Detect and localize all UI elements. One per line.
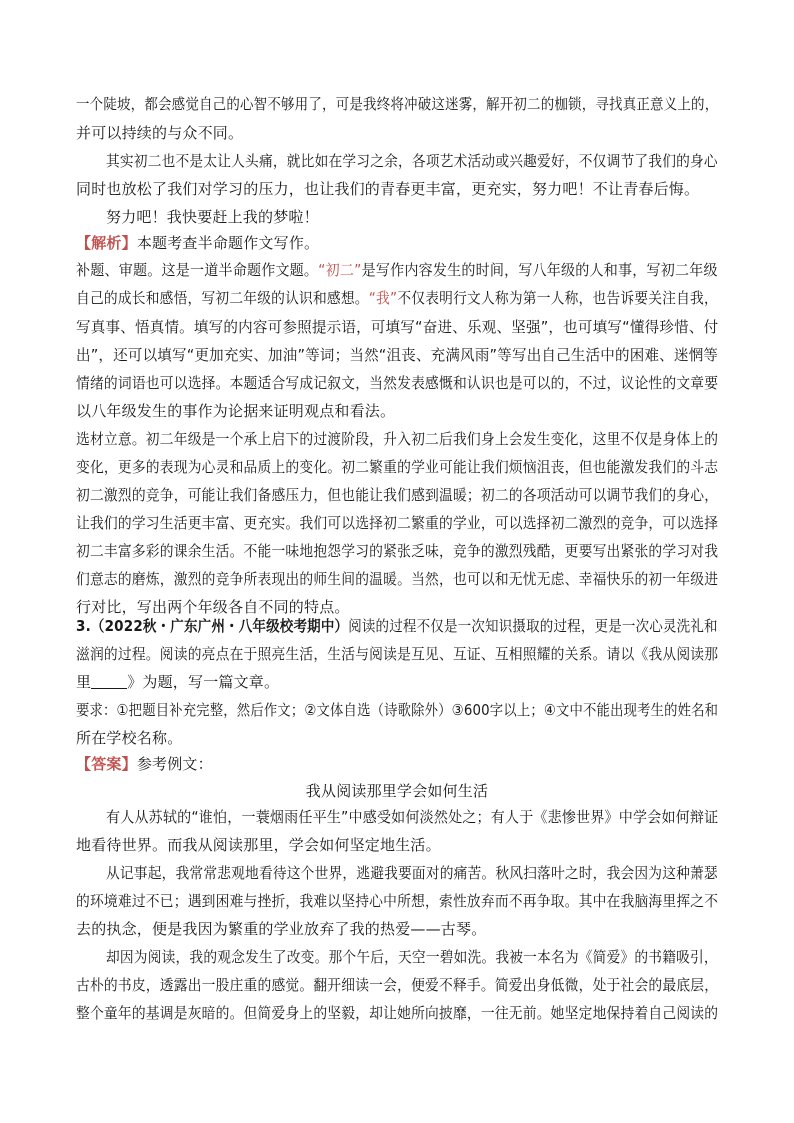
essay2-line-5: 去的执念，便是我因为繁重的学业放弃了我的热爱——古琴。: [76, 920, 487, 938]
analysis-p2-line-3: 初二激烈的竞争，可能让我们备感压力，但也能让我们感到温暖；初二的各项活动可以调节我们的身心，: [76, 486, 719, 504]
essay2-line-7: 古朴的书皮，透露出一股庄重的感觉。翻开细读一会，便爱不释手。简爱出身低微，处于社会的最底层，: [76, 976, 719, 994]
highlight-term: “初二”: [318, 261, 362, 279]
text-segment: 补题、审题。这是一道半命题作文题。: [76, 261, 319, 279]
highlight-term: “我”: [368, 289, 398, 307]
analysis-p2-line-6: 们意志的磨炼，激烈的竞争所表现出的师生间的温暖。当然，也可以和无忧无虑、幸福快乐的初一年级进: [76, 570, 719, 588]
question-source: （2022秋・广东广州・八年级校考期中）: [90, 617, 349, 635]
essay1-line-1: 一个陡坡，都会感觉自己的心智不够用了，可是我终将冲破这迷雾，解开初二的枷锁，寻找真正意义上的，: [76, 95, 719, 113]
analysis-heading: [76, 232, 319, 254]
analysis-p1-line-6: 以八年级发生的事作为论据来证明观点和看法。: [76, 402, 396, 420]
analysis-label: 【解析】: [76, 234, 137, 252]
essay1-line-5: 努力吧！我快要赶上我的梦啦！: [106, 208, 319, 226]
question3-requirements-line-1: 要求：①把题目补充完整，然后作文；②文体自选（诗歌除外）③600字以上；④文中不能出现考生的姓名和: [76, 701, 719, 719]
analysis-lead: 本题考查半命题作文写作。: [136, 234, 320, 252]
essay2-line-2: 地看待世界。而我从阅读那里，学会如何坚定地生活。: [76, 836, 441, 854]
text-segment: 阅读的过程不仅是一次知识摄取的过程，更是一次心灵洗礼和: [348, 617, 718, 635]
analysis-p2-line-5: 初二丰富多彩的课余生活。不能一味地抱怨学习的紧张乏味，竞争的激烈残酷，更要写出紧张的学习对我: [76, 542, 719, 560]
question3-requirements-line-2: 所在学校名称。: [76, 729, 183, 747]
text-segment: 是写作内容发生的时间，写八年级的人和事，写初二年级: [361, 261, 718, 279]
essay2-line-1: 有人从苏轼的“谁怕，一蓑烟雨任平生”中感受如何淡然处之；有人于《悲惨世界》中学会如何辩证: [106, 808, 719, 826]
fill-blank: [91, 674, 127, 689]
answer-lead: 参考例文：: [136, 755, 213, 773]
answer-label: 【答案】: [76, 755, 137, 773]
essay2-line-3: 从记事起，我常常悲观地看待这个世界，逃避我要面对的痛苦。秋风扫落叶之时，我会因为这种萧瑟: [106, 864, 718, 882]
analysis-p1-line-4: 出”，还可以填写“更加充实、加油”等词；当然“沮丧、充满风雨”等写出自己生活中的困难、迷惘等: [76, 346, 719, 364]
essay1-line-4: 同时也放松了我们对学习的压力，也让我们的青春更丰富，更充实，努力吧！不让青春后悔。: [76, 180, 700, 198]
analysis-p1-line-1: [76, 259, 718, 281]
analysis-p1-line-5: 情绪的词语也可以选择。本题适合写成记叙文，当然发表感慨和认识也是可以的，不过，议论性的文章要: [76, 374, 719, 392]
text-segment: 不仅表明行文人称为第一人称，也告诉要关注自我，: [397, 289, 718, 307]
question3-line-1: [76, 615, 718, 637]
analysis-p2-line-1: 选材立意。初二年级是一个承上启下的过渡阶段，升入初二后我们身上会发生变化，这里不仅是身体上的: [76, 430, 719, 448]
text-segment: 》为题，写一篇文章。: [127, 673, 280, 691]
text-segment: 自己的成长和感悟，写初二年级的认识和感想。: [76, 289, 369, 307]
analysis-p1-line-2: [76, 287, 718, 309]
question3-line-2: 滋润的过程。阅读的亮点在于照亮生活，生活与阅读是互见、互证、互相照耀的关系。请以《我从阅读那: [76, 645, 719, 663]
essay2-line-8: 整个童年的基调是灰暗的。但简爱身上的坚毅，却让她所向披靡，一往无前。她坚定地保持着自己阅读的: [76, 1004, 719, 1022]
essay2-line-4: 的环境难过不已；遇到困难与挫折，我难以坚持心中所想，索性放弃而不再争取。其中在我脑海里挥之不: [76, 892, 719, 910]
answer-heading: [76, 753, 213, 775]
question3-line-3: [76, 671, 279, 693]
essay1-line-3: 其实初二也不是太让人头痛，就比如在学习之余，各项艺术活动或兴趣爱好，不仅调节了我们的身心: [106, 152, 718, 170]
essay2-title: 我从阅读那里学会如何生活: [305, 782, 489, 800]
analysis-p2-line-7: 行对比，写出两个年级各自不同的特点。: [76, 598, 350, 616]
text-segment: 里: [76, 673, 92, 691]
analysis-p2-line-4: 让我们的学习生活更丰富、更充实。我们可以选择初二繁重的学业，可以选择初二激烈的竞争，可以选择: [76, 514, 719, 532]
analysis-p2-line-2: 变化，更多的表现为心灵和品质上的变化。初二繁重的学业可能让我们烦恼沮丧，但也能激发我们的斗志: [76, 458, 719, 476]
question-number: 3.: [76, 617, 91, 635]
essay2-line-6: 却因为阅读，我的观念发生了改变。那个午后，天空一碧如洗。我被一本名为《简爱》的书籍吸引，: [106, 948, 718, 966]
essay1-line-2: 并可以持续的与众不同。: [76, 124, 244, 142]
analysis-p1-line-3: 写真事、悟真情。填写的内容可参照提示语，可填写“奋进、乐观、坚强”，也可填写“懂得珍惜、付: [76, 318, 719, 336]
